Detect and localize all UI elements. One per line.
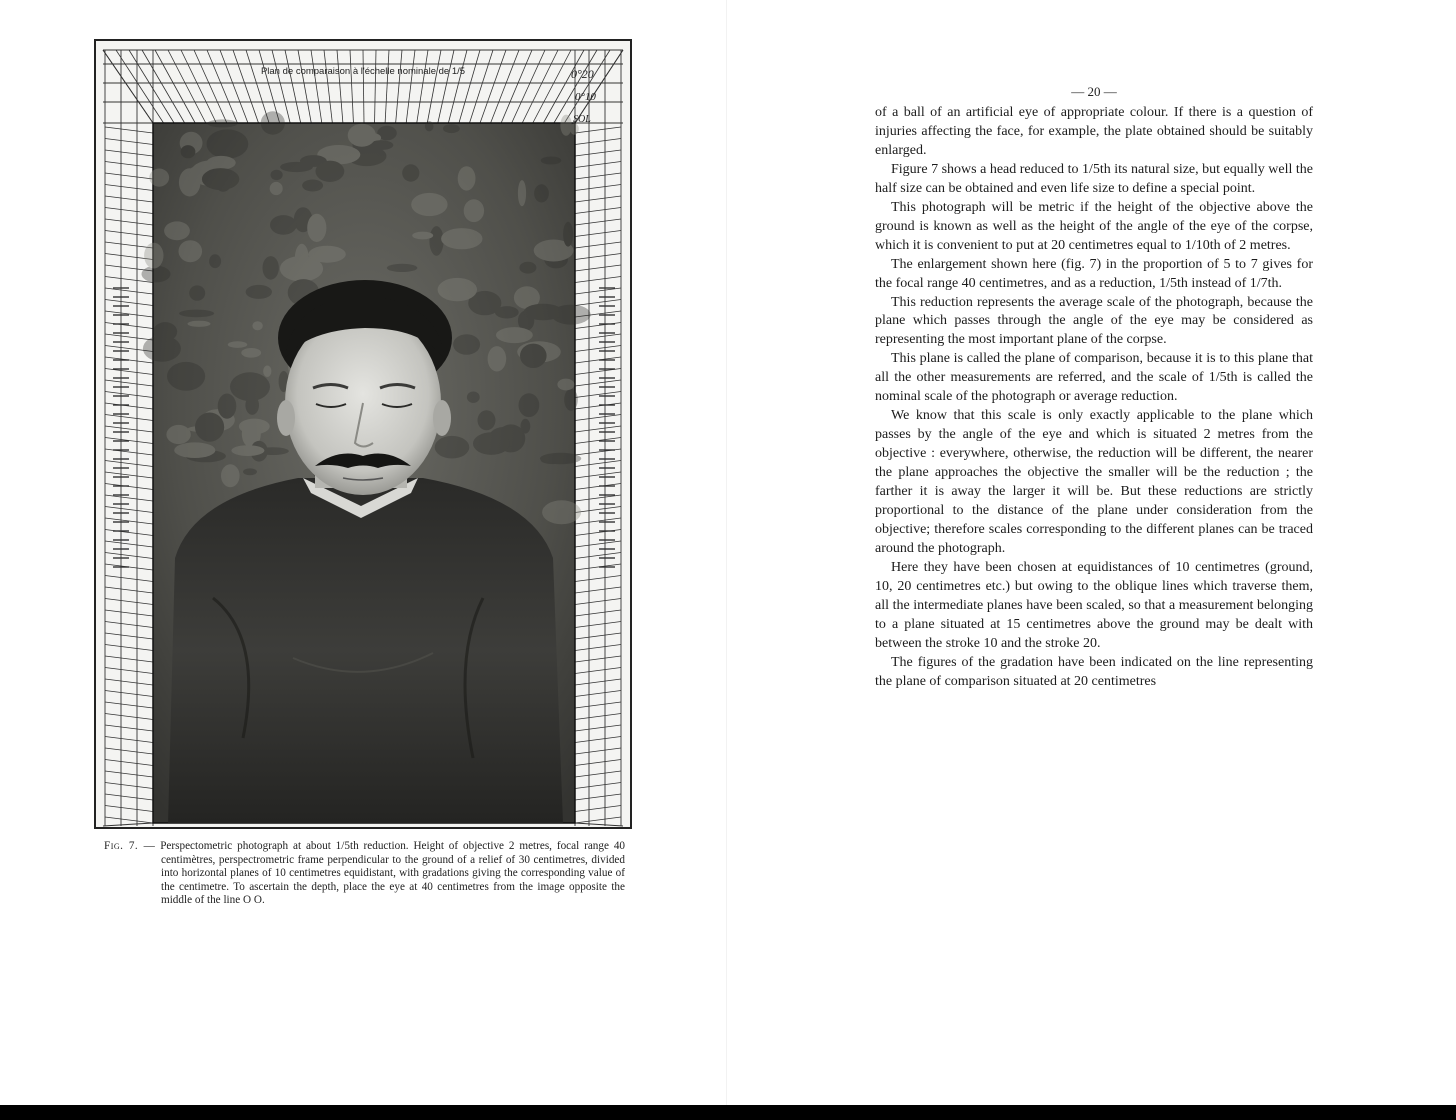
paragraph: Here they have been chosen at equidistances of 10 centimetres (ground, 10, 20 centimetres etc.) but owing to the oblique lines which traverse them, all the intermediate planes have been scaled, so that a measurement belonging to a plane situated at 15 centimetres above the ground may be dealt with between the stroke 10 and the stroke 20. [875,559,1313,651]
figure-label: Fig. 7. — [104,840,156,852]
page-number: — 20 — [1071,84,1117,99]
perspectometric-photograph [93,38,633,830]
body-text [875,104,1313,692]
figure-caption-text: Perspectometric photograph at about 1/5th reduction. Height of objective 2 metres, focal range 40 centimètres, perspectrometric frame perpendicular to the ground of a relief of 30 centimetres, divided into horizontal planes of 10 centimetres equidistant, with gradations giving the corresponding value of the centimetre. To ascertain the depth, place the eye at 40 centimetres from the image opposite the middle of the line O O. [160,840,626,907]
paragraph: We know that this scale is only exactly applicable to the plane which passes by the angle of the eye and which is situated 2 metres from the objective : everywhere, otherwise, the reduction will be different, the nearer the plane approaches the objective the smaller will be the reduction ; the farther it is away the larger it will be. But these reductions are strictly proportional to the distance of the plane under consideration from the objective; therefore scales corresponding to the different planes can be traced around the photograph. [875,408,1313,556]
scale-mark-20: 0°20 [571,67,594,81]
paragraph: of a ball of an artificial eye of appropriate colour. If there is a question of injuries affecting the face, for example, the plate obtained should be suitably enlarged. [875,105,1313,158]
paragraph: The figures of the gradation have been indicated on the line representing the plane of comparison situated at 20 centimetres [875,654,1313,689]
plate-header-text: Plan de comparaison à l'échelle nominale de 1/5 [260,66,466,77]
scale-mark-10: 0°10 [575,91,596,103]
paragraph: This photograph will be metric if the height of the objective above the ground is known as well as the height of the angle of the eye of the corpse, which it is convenient to put at 20 centimetres equal to 1/10th of 2 metres. [875,199,1313,253]
figure-caption [104,840,625,908]
page-gutter [726,0,727,1105]
paragraph: This reduction represents the average scale of the photograph, because the plane which passes through the angle of the eye may be considered as representing the most important plane of the corpse. [875,294,1313,348]
scale-mark-ground: SOL [573,114,591,125]
bottom-bar [0,1105,1456,1120]
paragraph: This plane is called the plane of comparison, because it is to this plane that all the other measurements are referred, and the scale of 1/5th is called the nominal scale of the photograph or average reduction. [875,351,1313,405]
paragraph: Figure 7 shows a head reduced to 1/5th its natural size, but equally well the half size can be obtained and even life size to define a special point. [875,161,1313,196]
paragraph: The enlargement shown here (fig. 7) in the proportion of 5 to 7 gives for the focal range 40 centimetres, and as a reduction, 1/5th instead of 1/7th. [875,256,1313,291]
